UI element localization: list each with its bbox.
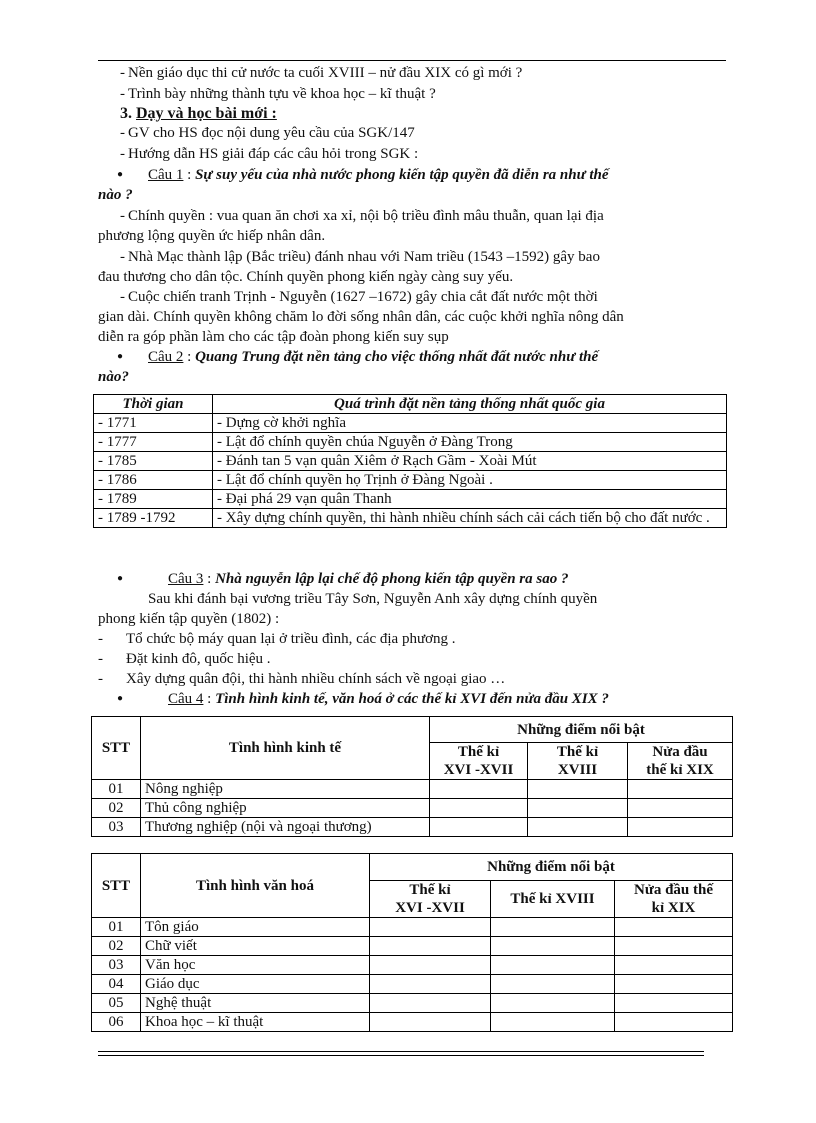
question-1-cont: nào ?	[98, 187, 133, 203]
table-row: 02 Thủ công nghiệp	[92, 799, 733, 818]
paragraph-cont: gian dài. Chính quyền không chăm lo đời sống nhân dân, các cuộc khởi nghĩa nông dân	[98, 309, 624, 325]
economy-table	[91, 716, 733, 837]
paragraph: - Cuộc chiến tranh Trịnh - Nguyễn (1627 –1672) gây chia cắt đất nước một thời	[120, 289, 598, 305]
question-4: ●Câu 4 : Tình hình kinh tế, văn hoá ở các thế kỉ XVI đến nửa đầu XIX ?	[100, 690, 728, 710]
question-2: ●Câu 2 : Quang Trung đặt nền tảng cho việc thống nhất đất nước như thế	[100, 348, 728, 368]
table-row: - 1789 - Đại phá 29 vạn quân Thanh	[94, 490, 727, 509]
paragraph-cont: diễn ra góp phần làm cho các tập đoàn phong kiến suy sụp	[98, 329, 449, 345]
col-header: Thế kỉ XVIII	[491, 881, 615, 918]
table-row: 03 Văn học	[92, 956, 733, 975]
stt-header: STT	[92, 717, 141, 780]
table-row: - 1777 - Lật đổ chính quyền chúa Nguyễn ở Đàng Trong	[94, 433, 727, 452]
group-header: Những điểm nổi bật	[370, 854, 733, 881]
section-heading: 3. Dạy và học bài mới :	[120, 105, 277, 122]
timeline-table	[93, 394, 727, 528]
table-row: 05 Nghệ thuật	[92, 994, 733, 1013]
paragraph: - Nhà Mạc thành lập (Bắc triều) đánh nhau với Nam triều (1543 –1592) gây bao	[120, 249, 600, 265]
table-row: - 1789 -1792 - Xây dựng chính quyền, thi hành nhiều chính sách cải cách tiến bộ cho đất nước .	[94, 509, 727, 528]
footer-rule	[98, 1055, 704, 1056]
paragraph-cont: phong kiến tập quyền (1802) :	[98, 611, 280, 627]
col-header: Nửa đầu thế kỉ XIX	[615, 881, 733, 918]
list-item: - Đặt kinh đô, quốc hiệu .	[98, 651, 271, 667]
culture-title-header: Tình hình văn hoá	[141, 854, 370, 918]
list-item: - Nền giáo dục thi cử nước ta cuối XVIII – nử đầu XIX có gì mới ?	[120, 65, 523, 81]
list-item: - Trình bày những thành tựu về khoa học – kĩ thuật ?	[120, 86, 436, 102]
table-row: - 1785 - Đánh tan 5 vạn quân Xiêm ở Rạch Gầm - Xoài Mút	[94, 452, 727, 471]
econ-title-header: Tình hình kinh tế	[141, 717, 430, 780]
col-header: Thế kỉ XVIII	[528, 743, 628, 780]
col-header: Nửa đầu thế kỉ XIX	[628, 743, 733, 780]
table-row: - 1771 - Dựng cờ khởi nghĩa	[94, 414, 727, 433]
table-header-row	[94, 395, 727, 414]
table-row: 06 Khoa học – kĩ thuật	[92, 1013, 733, 1032]
paragraph-cont: phương lộng quyền ức hiếp nhân dân.	[98, 228, 326, 244]
table-row: 03 Thương nghiệp (nội và ngoại thương)	[92, 818, 733, 837]
table-row: 04 Giáo dục	[92, 975, 733, 994]
question-1: ●Câu 1 : Sự suy yếu của nhà nước phong kiến tập quyền đã diễn ra như thế	[100, 166, 728, 186]
col-header: Thời gian	[94, 395, 213, 414]
question-3: ●Câu 3 : Nhà nguyễn lập lại chế độ phong kiến tập quyền ra sao ?	[100, 570, 728, 590]
list-item: - Tổ chức bộ máy quan lại ở triều đình, các địa phương .	[98, 631, 456, 647]
paragraph: Sau khi đánh bại vương triều Tây Sơn, Nguyễn Anh xây dựng chính quyền	[148, 591, 598, 607]
group-header: Những điểm nổi bật	[430, 717, 733, 743]
list-item: - Xây dựng quân đội, thi hành nhiều chính sách về ngoại giao …	[98, 671, 506, 687]
culture-table	[91, 853, 733, 1032]
paragraph-cont: đau thương cho dân tộc. Chính quyền phong kiến ngày càng suy yếu.	[98, 269, 514, 285]
list-item: - GV cho HS đọc nội dung yêu cầu của SGK/147	[120, 125, 415, 141]
paragraph: - Chính quyền : vua quan ăn chơi xa xỉ, nội bộ triều đình mâu thuẫn, quan lại địa	[120, 208, 604, 224]
col-header: Quá trình đặt nền tảng thống nhất quốc gia	[213, 395, 727, 414]
col-header: Thế kỉ XVI -XVII	[430, 743, 528, 780]
stt-header: STT	[92, 854, 141, 918]
header-rule	[98, 60, 726, 61]
list-item: - Hướng dẫn HS giải đáp các câu hỏi trong SGK :	[120, 146, 419, 162]
table-row: 02 Chữ viết	[92, 937, 733, 956]
col-header: Thế kỉ XVI -XVII	[370, 881, 491, 918]
question-2-cont: nào?	[98, 369, 129, 385]
table-row: 01 Nông nghiệp	[92, 780, 733, 799]
table-row: - 1786 - Lật đổ chính quyền họ Trịnh ở Đàng Ngoài .	[94, 471, 727, 490]
table-row: 01 Tôn giáo	[92, 918, 733, 937]
footer-rule	[98, 1051, 704, 1052]
